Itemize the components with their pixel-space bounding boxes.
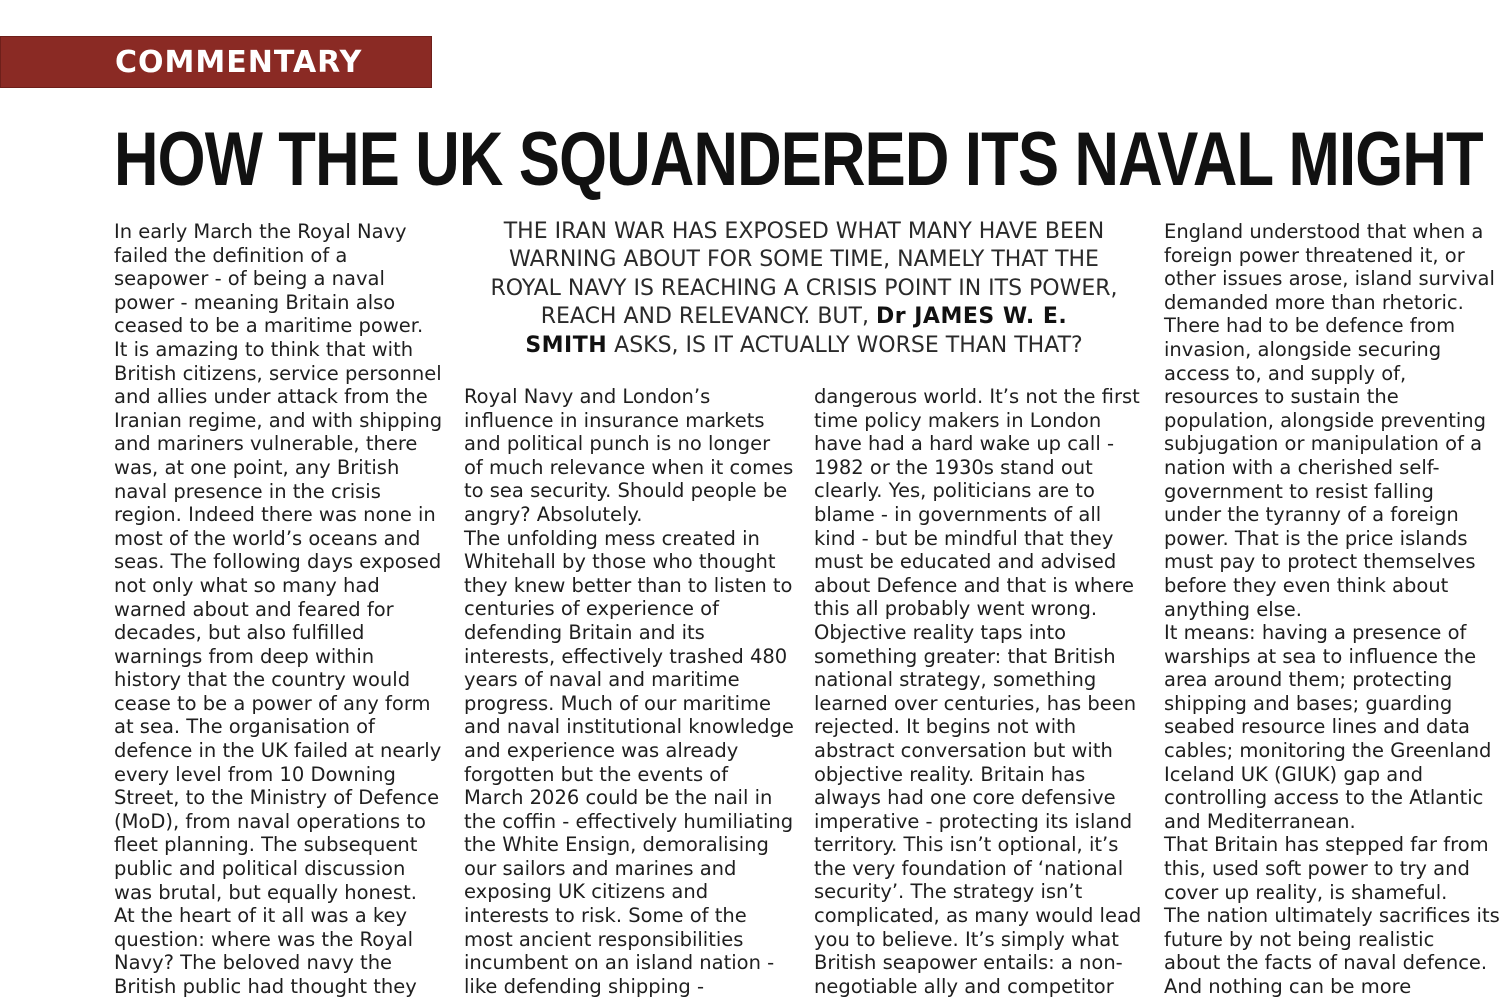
standfirst-line: WARNING ABOUT FOR SOME TIME, NAMELY THAT THE xyxy=(509,247,1099,273)
body-text-line: this all probably went wrong. xyxy=(814,597,1098,621)
body-text-line: Street, to the Ministry of Defence xyxy=(114,786,440,810)
body-text-line: warnings from deep within xyxy=(114,644,375,668)
body-text-line: power - meaning Britain also xyxy=(114,290,396,314)
body-text-line: territory. This isn’t optional, it’s xyxy=(814,833,1119,857)
body-text-line: clearly. Yes, politicians are to xyxy=(814,479,1095,503)
standfirst xyxy=(464,218,1144,360)
body-text-line: under the tyranny of a foreign xyxy=(1164,503,1459,527)
body-text-line: angry? Absolutely. xyxy=(464,502,643,526)
body-text-line: In early March the Royal Navy xyxy=(114,220,407,243)
article-column-3 xyxy=(814,385,1144,998)
body-text-line: March 2026 could be the nail in xyxy=(464,786,773,810)
body-text-line: And nothing can be more xyxy=(1164,975,1412,998)
body-text-line: subjugation or manipulation of a xyxy=(1164,432,1483,456)
body-text-line: warned about and feared for xyxy=(114,597,394,621)
standfirst-line xyxy=(464,332,1144,360)
body-text-line: foreign power threatened it, or xyxy=(1164,243,1465,267)
body-text-line: and naval institutional knowledge xyxy=(464,715,794,739)
body-text-line: something greater: that British xyxy=(814,644,1116,668)
body-text-line: nation with a cherished self- xyxy=(1164,455,1440,479)
body-text-line: history that the country would xyxy=(114,668,411,692)
body-text-line: always had one core defensive xyxy=(814,786,1116,810)
body-text-line: exposing UK citizens and xyxy=(464,880,709,904)
body-text-line: and mariners vulnerable, there xyxy=(114,432,418,456)
body-text-line: population, alongside preventing xyxy=(1164,408,1487,432)
body-text-line: before they even think about xyxy=(1164,573,1449,597)
body-text-line: region. Indeed there was none in xyxy=(114,503,436,527)
body-text-line: The nation ultimately sacrifices its xyxy=(1164,904,1500,928)
body-text-line: There had to be defence from xyxy=(1164,314,1456,338)
body-text-line: our sailors and marines and xyxy=(464,856,737,880)
body-text-line: and political punch is no longer xyxy=(464,432,771,456)
body-text-line: progress. Much of our maritime xyxy=(464,691,771,715)
standfirst-text: ASKS, IS IT ACTUALLY WORSE THAN THAT? xyxy=(607,332,1083,358)
body-text-line: cables; monitoring the Greenland xyxy=(1164,739,1492,763)
body-text-line: ceased to be a maritime power. xyxy=(114,314,424,338)
body-text-line: The unfolding mess created in xyxy=(464,526,760,550)
body-text-line: complicated, as many would lead xyxy=(814,904,1142,928)
body-text-line: security’. The strategy isn’t xyxy=(814,880,1083,904)
body-text-line: national strategy, something xyxy=(814,668,1097,692)
body-text-line: years of naval and maritime xyxy=(464,668,740,692)
body-text-line: must be educated and advised xyxy=(814,550,1117,574)
standfirst-line xyxy=(464,303,1144,331)
body-text-line: 1982 or the 1930s stand out xyxy=(814,455,1093,479)
body-text-line: future by not being realistic xyxy=(1164,927,1435,951)
body-text-line: British public had thought they xyxy=(114,975,417,998)
byline-author-surname: SMITH xyxy=(525,332,608,358)
body-text-line: At the heart of it all was a key xyxy=(114,904,407,928)
body-text-line: defence in the UK failed at nearly xyxy=(114,739,442,763)
body-text-line: British citizens, service personnel xyxy=(114,361,442,385)
body-text-line: area around them; protecting xyxy=(1164,668,1453,692)
body-text-line: like defending shipping - xyxy=(464,974,705,998)
body-text-line: to sea security. Should people be xyxy=(464,479,788,503)
body-text-line: and experience was already xyxy=(464,738,739,762)
body-text-line: rejected. It begins not with xyxy=(814,715,1077,739)
body-text-line: controlling access to the Atlantic xyxy=(1164,786,1484,810)
body-text-line: Iranian regime, and with shipping xyxy=(114,408,443,432)
byline-author: Dr JAMES W. E. xyxy=(875,304,1068,330)
body-text-line: learned over centuries, has been xyxy=(814,691,1137,715)
body-text-line: failed the definition of a xyxy=(114,243,348,267)
body-text-line: Objective reality taps into xyxy=(814,620,1067,644)
standfirst-text: REACH AND RELEVANCY. BUT, xyxy=(540,304,876,330)
body-text-line: and Mediterranean. xyxy=(1164,809,1356,833)
body-text-line: seabed resource lines and data xyxy=(1164,715,1470,739)
body-text-line: dangerous world. It’s not the first xyxy=(814,385,1140,408)
body-text-line: demanded more than rhetoric. xyxy=(1164,290,1464,314)
body-text-line: was brutal, but equally honest. xyxy=(114,880,417,904)
body-text-line: naval presence in the crisis xyxy=(114,479,381,503)
body-text-line: anything else. xyxy=(1164,597,1302,621)
body-text-line: defending Britain and its xyxy=(464,620,705,644)
body-text-line: the coffin - effectively humiliating xyxy=(464,809,794,833)
body-text-line: at sea. The organisation of xyxy=(114,715,375,739)
body-text-line: Royal Navy and London’s xyxy=(464,385,711,408)
body-text-line: of much relevance when it comes xyxy=(464,455,794,479)
body-text-line: about Defence and that is where xyxy=(814,573,1134,597)
body-text-line: influence in insurance markets xyxy=(464,408,765,432)
standfirst-line: THE IRAN WAR HAS EXPOSED WHAT MANY HAVE BEEN xyxy=(503,219,1105,244)
body-text-line: centuries of experience of xyxy=(464,597,719,621)
body-text-line: public and political discussion xyxy=(114,857,406,881)
body-text-line: abstract conversation but with xyxy=(814,738,1113,762)
body-text-line: It means: having a presence of xyxy=(1164,621,1467,645)
body-text-line: Whitehall by those who thought xyxy=(464,550,776,574)
body-text-line: warships at sea to influence the xyxy=(1164,644,1477,668)
body-text-line: every level from 10 Downing xyxy=(114,762,396,786)
body-text-line: access to, and supply of, xyxy=(1164,361,1407,385)
body-text-line: British seapower entails: a non- xyxy=(814,951,1123,975)
body-text-line: It is amazing to think that with xyxy=(114,337,414,361)
body-text-line: they knew better than to listen to xyxy=(464,573,793,597)
body-text-line: you to believe. It’s simply what xyxy=(814,927,1119,951)
body-text-line: must pay to protect themselves xyxy=(1164,550,1476,574)
body-text-line: negotiable ally and competitor xyxy=(814,974,1114,998)
body-text-line: interests, effectively trashed 480 xyxy=(464,644,788,668)
body-text-line: the very foundation of ‘national xyxy=(814,856,1124,880)
body-text-line: (MoD), from naval operations to xyxy=(114,809,426,833)
body-text-line: incumbent on an island nation - xyxy=(464,951,775,975)
section-banner xyxy=(0,36,432,88)
body-text-line: interests to risk. Some of the xyxy=(464,904,747,928)
body-text-line: about the facts of naval defence. xyxy=(1164,951,1488,975)
body-text-line: England understood that when a xyxy=(1164,220,1484,243)
body-text-line: Navy? The beloved navy the xyxy=(114,951,393,975)
body-text-line: question: where was the Royal xyxy=(114,927,414,951)
body-text-line: was, at one point, any British xyxy=(114,455,400,479)
body-text-line: most of the world’s oceans and xyxy=(114,526,421,550)
body-text-line: most ancient responsibilities xyxy=(464,927,744,951)
body-text-line: cease to be a power of any form xyxy=(114,691,431,715)
section-label: COMMENTARY xyxy=(115,45,363,80)
body-text-line: cover up reality, is shameful. xyxy=(1164,880,1448,904)
body-text-line: and allies under attack from the xyxy=(114,385,428,409)
body-text-line: shipping and bases; guarding xyxy=(1164,691,1453,715)
body-text-line: resources to sustain the xyxy=(1164,385,1399,409)
body-text-line: blame - in governments of all xyxy=(814,502,1102,526)
article-column-1 xyxy=(114,220,444,998)
body-text-line: other issues arose, island survival xyxy=(1164,267,1495,291)
body-text-line: the White Ensign, demoralising xyxy=(464,833,769,857)
headline: HOW THE UK SQUANDERED ITS NAVAL MIGHT xyxy=(114,117,1483,202)
body-text-line: objective reality. Britain has xyxy=(814,762,1086,786)
body-text-line: have had a hard wake up call - xyxy=(814,432,1115,456)
body-text-line: Iceland UK (GIUK) gap and xyxy=(1164,762,1423,786)
body-text-line: forgotten but the events of xyxy=(464,762,729,786)
body-text-line: not only what so many had xyxy=(114,573,380,597)
body-text-line: this, used soft power to try and xyxy=(1164,857,1470,881)
body-text-line: time policy makers in London xyxy=(814,408,1102,432)
body-text-line: kind - but be mindful that they xyxy=(814,526,1114,550)
article-column-4 xyxy=(1164,220,1500,998)
body-text-line: invasion, alongside securing xyxy=(1164,337,1442,361)
body-text-line: power. That is the price islands xyxy=(1164,526,1468,550)
standfirst-line: ROYAL NAVY IS REACHING A CRISIS POINT IN ITS POWER, xyxy=(490,275,1118,301)
body-text-line: seapower - of being a naval xyxy=(114,267,385,291)
body-text-line: decades, but also fulfilled xyxy=(114,621,365,645)
body-text-line: fleet planning. The subsequent xyxy=(114,833,418,857)
body-text-line: imperative - protecting its island xyxy=(814,809,1133,833)
article-column-2 xyxy=(464,385,794,998)
body-text-line: That Britain has stepped far from xyxy=(1164,833,1489,857)
body-text-line: government to resist falling xyxy=(1164,479,1434,503)
body-text-line: seas. The following days exposed xyxy=(114,550,442,574)
